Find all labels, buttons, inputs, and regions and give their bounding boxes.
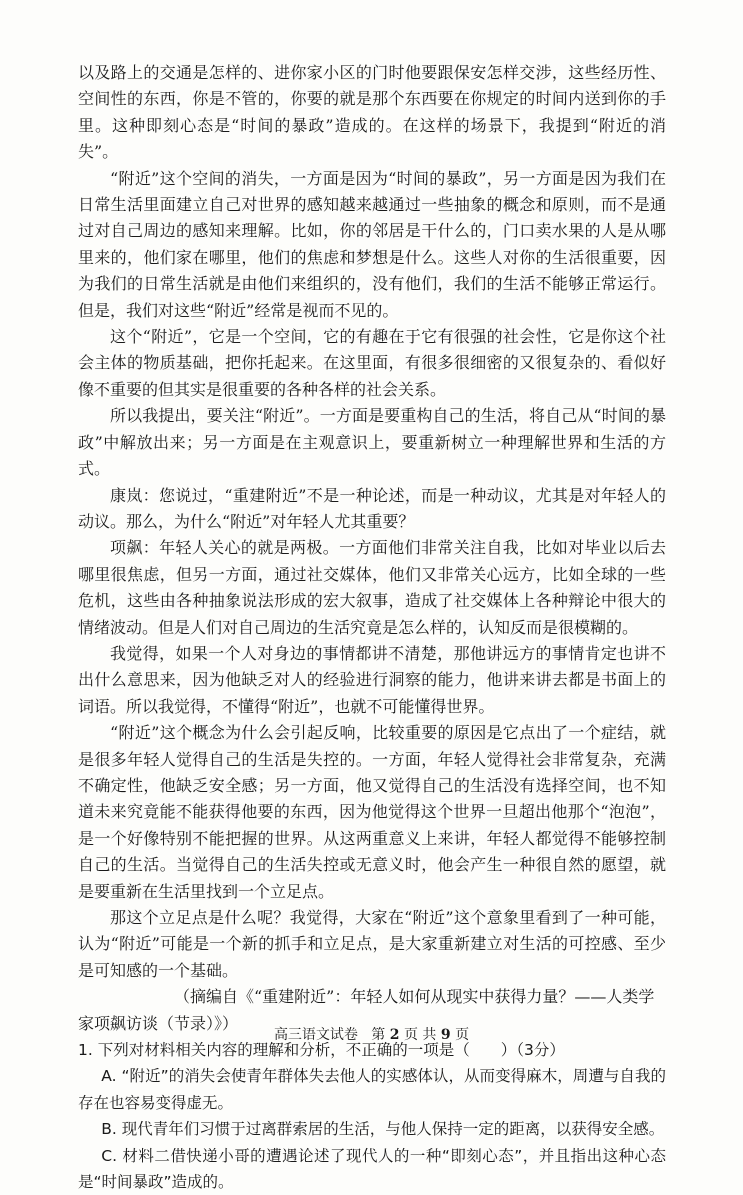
paragraph-1: 以及路上的交通是怎样的、进你家小区的门时他要跟保安怎样交涉，这些经历性、空间性的东西，你是不管的，你要的就是那个东西要在你规定的时间内送到你的手里。这种即刻心态是“时间的暴政”造成的。在这样的场景下，我提到“附近的消失”。 <box>78 63 666 162</box>
paragraph-2: “附近”这个空间的消失，一方面是因为“时间的暴政”，另一方面是因为我们在日常生活里面建立自己对世界的感知越来越通过一些抽象的概念和原则，而不是通过对自己周边的感知来理解。比如，你的邻居是干什么的，门口卖水果的人是从哪里来的，他们家在哪里，他们的焦虑和梦想是什么。这些人对你的生活很重要，因为我们的日常生活就是由他们来组织的，没有他们，我们的生活不能够正常运行。但是，我们对这些“附近”经常是视而不见的。 <box>78 168 666 320</box>
footer-mid: 页 共 <box>403 1027 437 1043</box>
question-stem: 1. 下列对材料相关内容的理解和分析，不正确的一项是（ ）（3分） <box>78 1041 565 1060</box>
paragraph-6: 项飙：年轻人关心的就是两极。一方面他们非常关注自我，比如对毕业以后去哪里很焦虑，但另一方面，通过社交媒体，他们又非常关心远方，比如全球的一些危机，这些由各种抽象说法形成的宏大叙事，造成了社交媒体上各种辩论中很大的情绪波动。但是人们对自己周边的生活究竟是怎么样的，认知反而是很模糊的。 <box>78 538 666 637</box>
footer-total-pages: 9 <box>440 1027 451 1043</box>
footer-page-number: 2 <box>389 1027 400 1043</box>
paragraph-9: 那这个立足点是什么呢？我觉得，大家在“附近”这个意象里看到了一种可能，认为“附近”可能是一个新的抓手和立足点，是大家重新建立对生活的可控感、至少是可知感的一个基础。 <box>78 908 666 980</box>
paragraph-8: “附近”这个概念为什么会引起反响，比较重要的原因是它点出了一个症结，就是很多年轻人觉得自己的生活是失控的。一方面，年轻人觉得社会非常复杂，充满不确定性，他缺乏安全感；另一方面，他又觉得自己的生活没有选择空间，也不知道未来究竟能不能获得他要的东西，因为他觉得这个世界一旦超出他那个“泡泡”，是一个好像特别不能把握的世界。从这两重意义上来讲，年轻人都觉得不能够控制自己的生活。当觉得自己的生活失控或无意义时，他会产生一种很自然的愿望，就是要重新在生活里找到一个立足点。 <box>78 723 666 901</box>
footer-prefix: 第 <box>371 1027 386 1043</box>
paragraph-4: 所以我提出，要关注“附近”。一方面是要重构自己的生活，将自己从“时间的暴政”中解放出来；另一方面是在主观意识上，要重新树立一种理解世界和生活的方式。 <box>78 406 666 479</box>
footer-label: 高三语文试卷 <box>273 1027 358 1043</box>
paragraph-5: 康岚：您说过，“重建附近”不是一种论述，而是一种动议，尤其是对年轻人的动议。那么，为什么“附近”对年轻人尤其重要？ <box>78 485 666 531</box>
option-a: A. “附近”的消失会使青年群体失去他人的实感体认，从而变得麻木，周遭与自我的存在也容易变得虚无。 <box>78 1067 666 1112</box>
option-c: C. 材料二借快递小哥的遭遇论述了现代人的一种“即刻心态”，并且指出这种心态是“时间暴政”造成的。 <box>78 1146 666 1192</box>
source-citation: （摘编自《“重建附近”：年轻人如何从现实中获得力量？——人类学家项飙访谈（节录）》） <box>78 987 655 1033</box>
footer-suffix: 页 <box>455 1027 470 1043</box>
page-footer <box>0 1024 743 1044</box>
paragraph-7: 我觉得，如果一个人对身边的事情都讲不清楚，那他讲远方的事情肯定也讲不出什么意思来，因为他缺乏对人的经验进行洞察的能力，他讲来讲去都是书面上的词语。所以我觉得，不懂得“附近”，也就不可能懂得世界。 <box>78 643 666 716</box>
option-b: B. 现代青年们习惯于过离群索居的生活，与他人保持一定的距离，以获得安全感。 <box>101 1120 665 1139</box>
paragraph-3: 这个“附近”，它是一个空间，它的有趣在于它有很强的社会性，它是你这个社会主体的物质基础，把你托起来。在这里面，有很多很细密的又很复杂的、看似好像不重要的但其实是很重要的各种各样的社会关系。 <box>78 327 666 399</box>
